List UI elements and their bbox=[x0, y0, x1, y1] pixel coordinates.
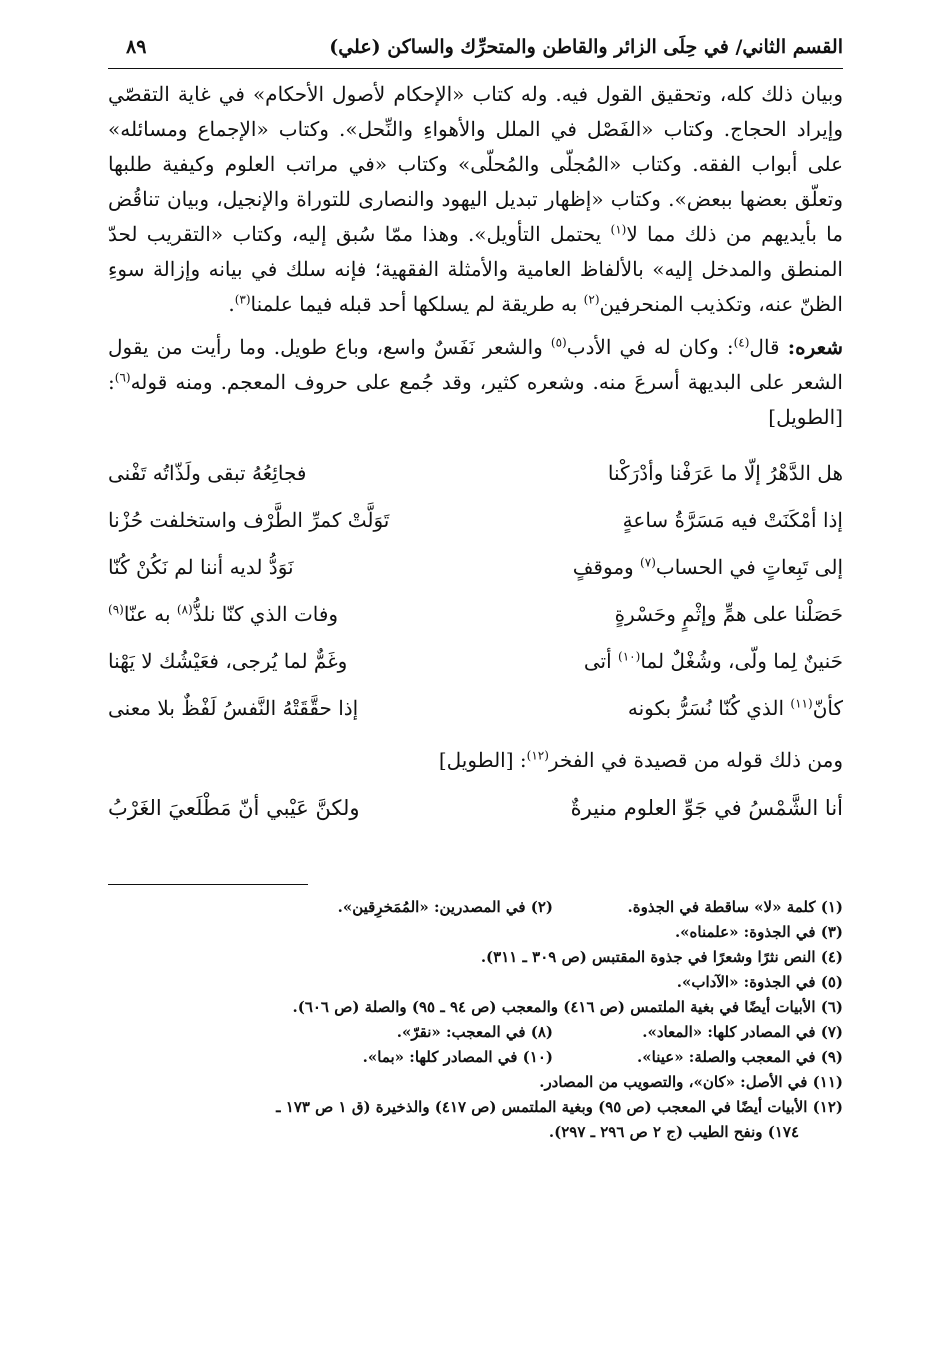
verse-first-hemistich: أنا الشَّمْسُ في جَوِّ العلوم منيرةٌ bbox=[570, 796, 843, 820]
footnote-5: (٥) في الجذوة: «الآداب». bbox=[676, 973, 843, 991]
footnote-row bbox=[108, 1045, 843, 1070]
footnote-2: (٢) في المصدرين: «المُمَخرِقين». bbox=[337, 898, 553, 916]
poem-2 bbox=[108, 782, 843, 834]
footnote-12: (١٢) الأبيات أيضًا في المعجب (ص ٩٥) وبغية الملتمس (ص ٤١٧) والذخيرة (ق ١ ص ١٧٣ ـ bbox=[276, 1098, 843, 1116]
verse-second-hemistich: وغَمٌّ لما يُرجى، فعَيْشُك لا يَهْنا bbox=[108, 648, 348, 673]
verse-first-hemistich: إذا أمْكَنَتْ فيه مَسَرَّةُ ساعةٍ bbox=[622, 507, 843, 532]
verse-second-hemistich: إذا حقَّقَتْهُ النَّفسُ لَفْظٌ بلا معنى bbox=[108, 695, 359, 720]
verse-line bbox=[108, 782, 843, 834]
footnote-row bbox=[108, 970, 843, 995]
footnote-row bbox=[108, 945, 843, 970]
section-lead-shiruhu: شعره: bbox=[787, 335, 844, 359]
paragraph-poetry: شعره: قال$^{(٤)}$: وكان له في الأدب$^{(٥)}$ والشعر نَفَسٌ واسع، وباع طويل. وما رأيت من يقول الشعر على البديهة أسرعَ منه. وشعره كثير، وقد جُمع على حروف المعجم. ومنه قوله$^{(٦)}$: [الطويل] bbox=[108, 335, 844, 429]
footnote-ref-4: (٤) bbox=[733, 335, 750, 350]
footnote-6: (٦) الأبيات أيضًا في بغية الملتمس (ص ٤١٦) والمعجب (ص ٩٤ ـ ٩٥) والصلة (ص ٦٠٦). bbox=[292, 998, 843, 1016]
footnote-ref-5: (٥) bbox=[550, 335, 567, 350]
verse-second-hemistich: ولكنَّ عَيْبي أنّ مَطْلَعيَ الغَرْبُ bbox=[108, 796, 360, 820]
verse-first-hemistich: هل الدَّهْرُ إلّا ما عَرَفْنا وأدْرَكْنا bbox=[607, 460, 843, 485]
footnote-separator bbox=[108, 884, 308, 885]
footnote-ref-12: (١٢) bbox=[526, 748, 549, 763]
footnote-row bbox=[108, 920, 843, 945]
footnote-11: (١١) في الأصل: «كان»، والتصويب من المصادر. bbox=[539, 1073, 843, 1091]
paragraph-works: وبيان ذلك كله، وتحقيق القول فيه. وله كتاب «الإحكام لأصول الأحكام» في غاية التقصّي وإيراد الحجاج. وكتاب «الفَصْل في الملل والأهواءِ والنِّحل». وكتاب «الإجماع ومسائله» على أبواب الفقه. وكتاب «المُجلّى والمُحلّى» وكتاب «في مراتب العلوم وكيفية طلبها وتعلّق بعضها ببعض». وكتاب «إظهار تبديل اليهود والنصارى للتوراة والإنجيل، وبيان تناقُض ما بأيديهم من ذلك مما لا$^{(١)}$ يحتمل التأويل». وهذا ممّا سُبق إليه، وكتاب «التقريب لحدّ المنطق والمدخل إليه» بالألفاظ العامية والأمثلة الفقهية؛ فإنه سلك في بيانه وإزالة سوءِ الظنّ عنه، وتكذيب المنحرفين$^{(٢)}$ به طريقة لم يسلكها أحد قبله فيما علمنا$^{(٣)}$. bbox=[108, 82, 844, 316]
footnote-row bbox=[108, 1095, 843, 1120]
page-number: ٨٩ bbox=[126, 36, 147, 58]
verse-line bbox=[108, 496, 843, 543]
verse-second-hemistich: تَوَلَّتْ كمرِّ الطَّرْف واستخلفت حُزْنا bbox=[108, 507, 390, 532]
poem-2-intro: ومن ذلك قوله من قصيدة في الفخر$^{(١٢)}$: [الطويل] bbox=[438, 748, 843, 772]
footnote-row bbox=[108, 895, 843, 920]
verse-second-hemistich: فجائِعُهُ تبقى ولَذّاتُه تَفْنى bbox=[108, 460, 307, 485]
footnote-7: (٧) في المصادر كلها: «المعاد». bbox=[642, 1023, 843, 1041]
footnote-ref-9: (٩) bbox=[108, 601, 124, 616]
footnote-8: (٨) في المعجب: «نقرّ». bbox=[396, 1023, 553, 1041]
poem-1 bbox=[108, 449, 843, 731]
footnote-ref-2: (٢) bbox=[583, 292, 600, 307]
footnote-4: (٤) النص نثرًا وشعرًا في جذوة المقتبس (ص ٣٠٩ ـ ٣١١). bbox=[480, 948, 843, 966]
verse-line bbox=[108, 684, 843, 731]
verse-first-hemistich: حَنينٌ لِما ولّى، وشُغْلٌ لما$^{(١٠)}$ أتى bbox=[583, 648, 843, 673]
footnote-row bbox=[108, 1020, 843, 1045]
footnote-ref-6: (٦) bbox=[114, 370, 131, 385]
book-page bbox=[108, 36, 843, 1145]
verse-first-hemistich: كأنّ$^{(١١)}$ الذي كُنّا نُسَرُّ بكونه bbox=[627, 695, 843, 720]
footnote-ref-1: (١) bbox=[610, 222, 627, 237]
running-title: القسم الثاني/ في حِلَى الزائر والقاطن والمتحرِّك والساكن (علي) bbox=[329, 36, 843, 58]
footnote-ref-3: (٣) bbox=[234, 292, 251, 307]
verse-line bbox=[108, 590, 843, 637]
footnote-ref-8: (٨) bbox=[176, 601, 193, 616]
footnote-ref-11: (١١) bbox=[790, 695, 813, 710]
footnote-1: (١) كلمة «لا» ساقطة في الجذوة. bbox=[627, 898, 843, 916]
footnote-3: (٣) في الجذوة: «علمناه». bbox=[674, 923, 843, 941]
verse-first-hemistich: إلى تَبِعاتٍ في الحساب$^{(٧)}$ وموقفٍ bbox=[572, 554, 843, 579]
footnote-row bbox=[108, 1070, 843, 1095]
verse-second-hemistich: نَوَدُّ لديه أننا لم نَكُنْ كُنّا bbox=[108, 554, 294, 579]
footnote-10: (١٠) في المصادر كلها: «بما». bbox=[362, 1048, 553, 1066]
page-header bbox=[108, 36, 843, 69]
verse-second-hemistich: وفات الذي كنّا نلذُّ$^{(٨)}$ به عنّا$^{(٩)}$ bbox=[108, 601, 339, 626]
footnote-12-continuation: ١٧٤) ونفح الطيب (ج ٢ ص ٢٩٦ ـ ٢٩٧). bbox=[548, 1123, 799, 1141]
footnote-ref-10: (١٠) bbox=[618, 648, 641, 663]
verse-first-hemistich: حَصَلْنا على همٍّ وإثْمٍ وحَسْرةٍ bbox=[614, 601, 843, 626]
footnote-ref-7: (٧) bbox=[640, 554, 656, 569]
footnotes bbox=[108, 895, 843, 1145]
verse-line bbox=[108, 637, 843, 684]
verse-line bbox=[108, 543, 843, 590]
verse-line bbox=[108, 449, 843, 496]
footnote-row bbox=[108, 995, 843, 1020]
footnote-9: (٩) في المعجب والصلة: «عينا». bbox=[637, 1048, 843, 1066]
main-text bbox=[108, 77, 843, 435]
